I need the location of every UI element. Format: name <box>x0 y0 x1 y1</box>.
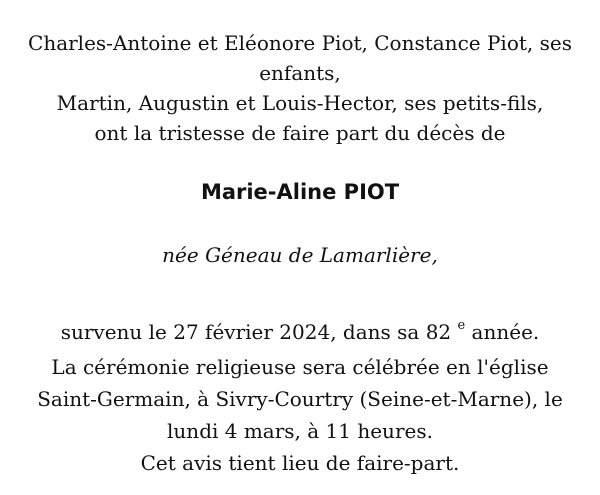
families-line-2: enfants, <box>259 61 341 85</box>
maiden-name-line: née Géneau de Lamarlière, <box>162 243 438 267</box>
families-line-1: Charles-Antoine et Eléonore Piot, Constance Piot, ses <box>28 31 572 55</box>
families-line-3: Martin, Augustin et Louis-Hector, ses petits-fils, <box>56 91 544 115</box>
ceremony-line-1: La cérémonie religieuse sera célébrée en l'église <box>51 355 549 379</box>
ceremony-line-3: lundi 4 mars, à 11 heures. <box>167 419 433 443</box>
ceremony-line-2: Saint-Germain, à Sivry-Courtry (Seine-et-Marne), le <box>37 387 563 411</box>
death-date-text: survenu le 27 février 2024, dans sa 82 <box>60 320 458 344</box>
closing-line: Cet avis tient lieu de faire-part. <box>140 451 460 475</box>
death-date-line <box>0 320 600 344</box>
death-date-text-end: année. <box>465 320 540 344</box>
announcement-line: ont la tristesse de faire part du décès de <box>94 121 506 145</box>
deceased-name: Marie-Aline PIOT <box>200 180 400 204</box>
ordinal-superscript: e <box>457 318 466 334</box>
